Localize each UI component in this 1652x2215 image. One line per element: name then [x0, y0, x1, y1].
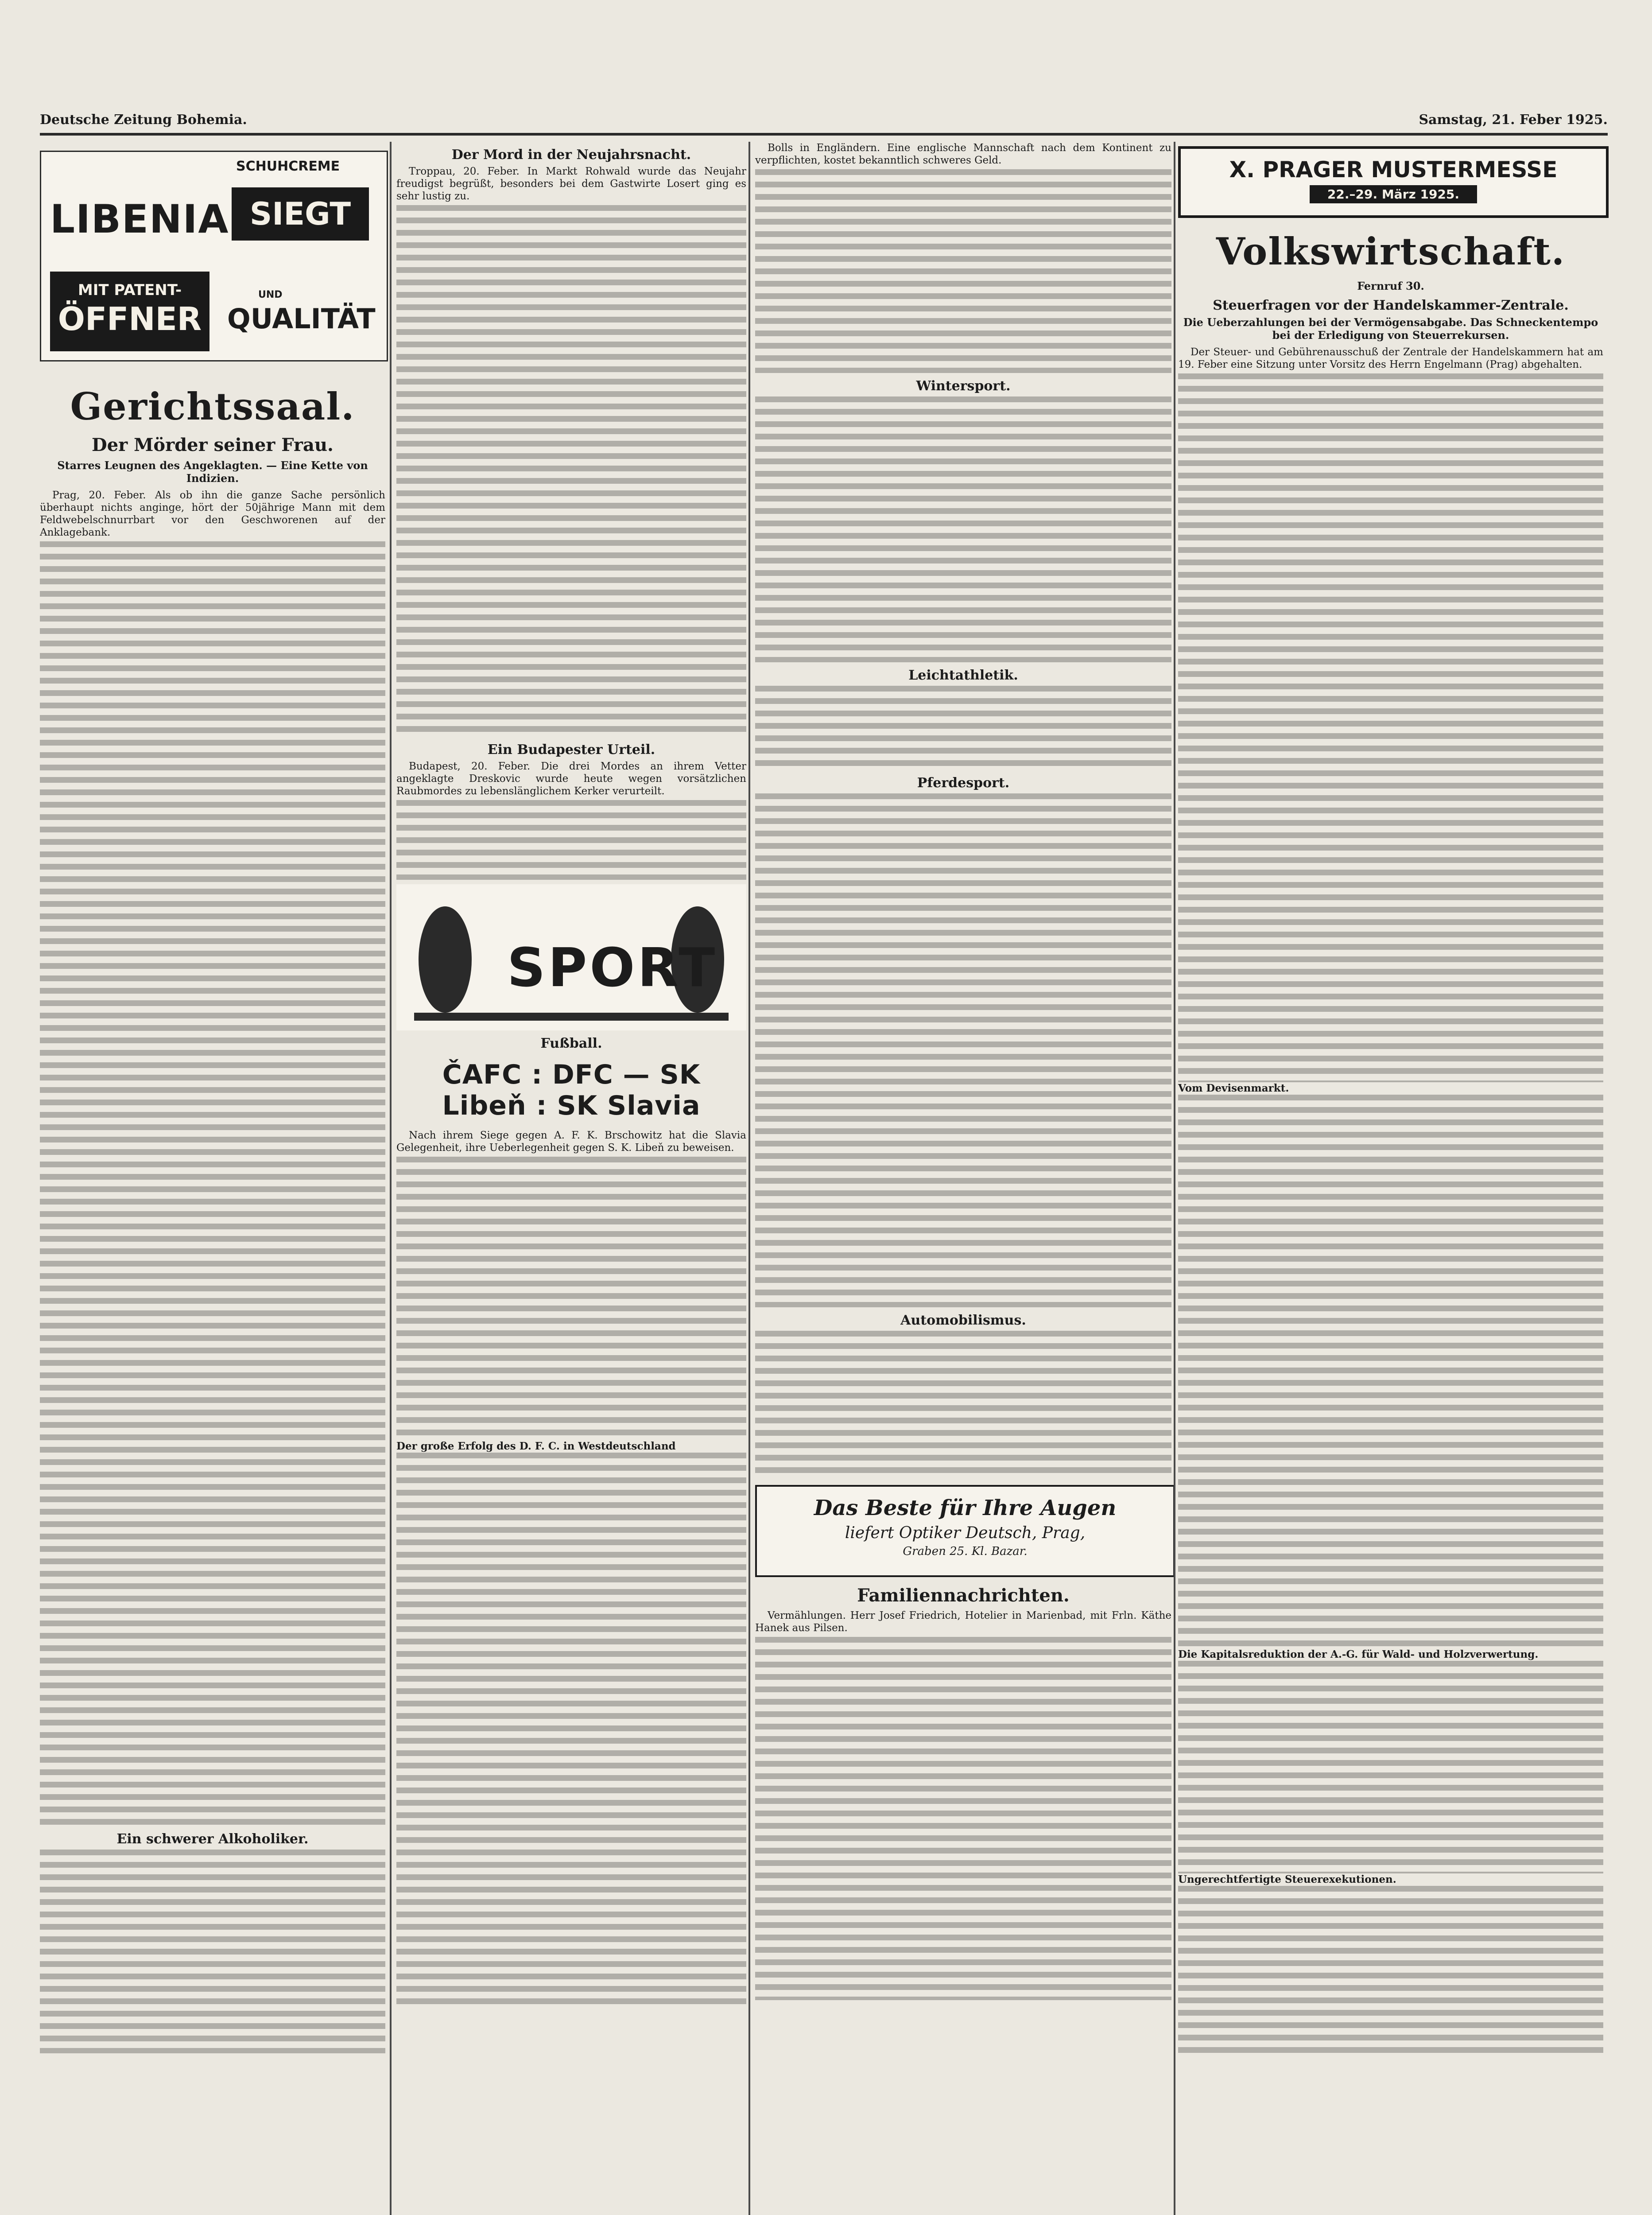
ad-schuhcreme: SCHUHCREME — [236, 159, 340, 174]
fussball-subheading: Der große Erfolg des D. F. C. in Westdeutschland — [396, 1440, 676, 1452]
pferdesport-body — [755, 793, 1171, 1307]
masthead — [40, 106, 1608, 136]
sport-body — [755, 169, 1171, 373]
section-gerichtssaal: Gerichtssaal. — [70, 385, 355, 428]
article-subline-steuerfragen: Die Ueberzahlungen bei der Vermögensabgabe. Das Schneckentempo bei der Erledigung von Steuerrekursen. — [1183, 316, 1598, 342]
steuer-heading: Ungerechtfertigte Steuerexekutionen. — [1178, 1873, 1396, 1885]
wintersport-heading: Wintersport. — [916, 378, 1011, 394]
optiker-advertisement — [755, 1485, 1175, 1577]
wintersport-body — [755, 396, 1171, 662]
sport-lead: Bolls in Engländern. Eine englische Mannschaft nach dem Kontinent zu verpflichten, kostet bekanntlich schweres Geld. — [755, 142, 1171, 166]
fussball-label: Fußball. — [540, 1036, 602, 1051]
ad-qualitaet: QUALITÄT — [227, 303, 376, 335]
article-headline-mord: Der Mord in der Neujahrsnacht. — [451, 147, 691, 163]
automobilismus-body — [755, 1331, 1171, 1477]
optiker-line2: liefert Optiker Deutsch, Prag, — [845, 1524, 1086, 1542]
fernruf: Fernruf 30. — [1357, 280, 1424, 292]
ad-patent-box — [50, 272, 209, 351]
column-3 — [755, 142, 1171, 2215]
article-body-budapest — [396, 800, 746, 880]
ad-patent-line1: MIT PATENT- — [78, 281, 182, 299]
mustermesse-dates: 22.–29. März 1925. — [1310, 185, 1477, 203]
column-divider — [748, 142, 750, 2215]
column-2 — [396, 142, 746, 2215]
fussball-headline: ČAFC : DFC — SK Libeň : SK Slavia — [442, 1059, 701, 1121]
familie-body — [755, 1637, 1171, 2000]
article-lead: Prag, 20. Feber. Als ob ihn die ganze Sache persönlich überhaupt nichts anginge, hört der 50jährige Mann mit dem Feldwebelschnurrbart vor den Geschworenen auf der Anklagebank. — [40, 490, 385, 538]
sport-illustration — [396, 884, 746, 1030]
devisen-heading: Vom Devisenmarkt. — [1178, 1082, 1289, 1094]
column-divider — [1174, 142, 1175, 2215]
article-headline-budapest: Ein Budapester Urteil. — [487, 742, 655, 758]
article-lead-mord: Troppau, 20. Feber. In Markt Rohwald wurde das Neujahr freudigst begrüßt, besonders bei dem Gastwirte Losert ging es sehr lustig zu. — [396, 166, 746, 202]
fussball-body — [396, 1157, 746, 1440]
fussball-body-2 — [396, 1453, 746, 2006]
automobilismus-heading: Automobilismus. — [900, 1313, 1026, 1328]
article-headline: Der Mörder seiner Frau. — [92, 435, 334, 455]
optiker-line1: Das Beste für Ihre Augen — [814, 1496, 1117, 1520]
article-subline: Starres Leugnen des Angeklagten. — Eine Kette von Indizien. — [57, 459, 368, 485]
article-headline-steuerfragen: Steuerfragen vor der Handelskammer-Zentrale. — [1213, 298, 1569, 313]
fussball-lead: Nach ihrem Siege gegen A. F. K. Brschowitz hat die Slavia Gelegenheit, ihre Ueberlegenheit gegen S. K. Libeň zu beweisen. — [396, 1130, 746, 1154]
article-lead-budapest: Budapest, 20. Feber. Die drei Mordes an ihrem Vetter angeklagte Dreskovic wurde heute wegen vorsätzlichen Raubmordes zu lebenslänglichem Kerker verurteilt. — [396, 761, 746, 797]
ad-patent-line2: ÖFFNER — [58, 300, 202, 338]
article-subheading: Ein schwerer Alkoholiker. — [116, 1831, 309, 1847]
mustermesse-advertisement — [1178, 146, 1609, 218]
column-1 — [40, 377, 385, 2215]
masthead-date: Samstag, 21. Feber 1925. — [1419, 112, 1608, 128]
ad-libenia-brand: LIBENIA — [50, 196, 229, 242]
article-body — [40, 541, 385, 1826]
article-body-2 — [40, 1850, 385, 2053]
steuer-body — [1178, 1886, 1603, 2054]
kapital-heading: Die Kapitalsreduktion der A.-G. für Wald- und Holzverwertung. — [1178, 1648, 1539, 1660]
familie-heading: Familiennachrichten. — [857, 1585, 1070, 1606]
leichtathletik-body — [755, 686, 1171, 770]
ad-und: UND — [258, 289, 283, 300]
sport-word: SPORT — [507, 937, 718, 999]
column-divider — [390, 142, 392, 2215]
optiker-line3: Graben 25. Kl. Bazar. — [903, 1545, 1028, 1558]
libenia-advertisement — [40, 151, 388, 361]
leichtathletik-heading: Leichtathletik. — [908, 668, 1018, 683]
kapital-body — [1178, 1661, 1603, 1873]
mustermesse-title: X. PRAGER MUSTERMESSE — [1229, 157, 1558, 183]
masthead-title: Deutsche Zeitung Bohemia. — [40, 112, 247, 128]
column-4 — [1178, 222, 1603, 2215]
section-volkswirtschaft: Volkswirtschaft. — [1216, 229, 1566, 273]
devisen-body — [1178, 1095, 1603, 1648]
pferdesport-heading: Pferdesport. — [917, 775, 1010, 791]
article-body-steuerfragen — [1178, 373, 1603, 1082]
ad-siegt: SIEGT — [232, 187, 369, 241]
article-lead-steuerfragen: Der Steuer- und Gebührenausschuß der Zentrale der Handelskammern hat am 19. Feber eine Sitzung unter Vorsitz des Herrn Engelmann (Prag) abgehalten. — [1178, 346, 1603, 370]
familie-lead: Vermählungen. Herr Josef Friedrich, Hotelier in Marienbad, mit Frln. Käthe Hanek aus Pilsen. — [755, 1610, 1171, 1634]
article-body-mord — [396, 205, 746, 737]
